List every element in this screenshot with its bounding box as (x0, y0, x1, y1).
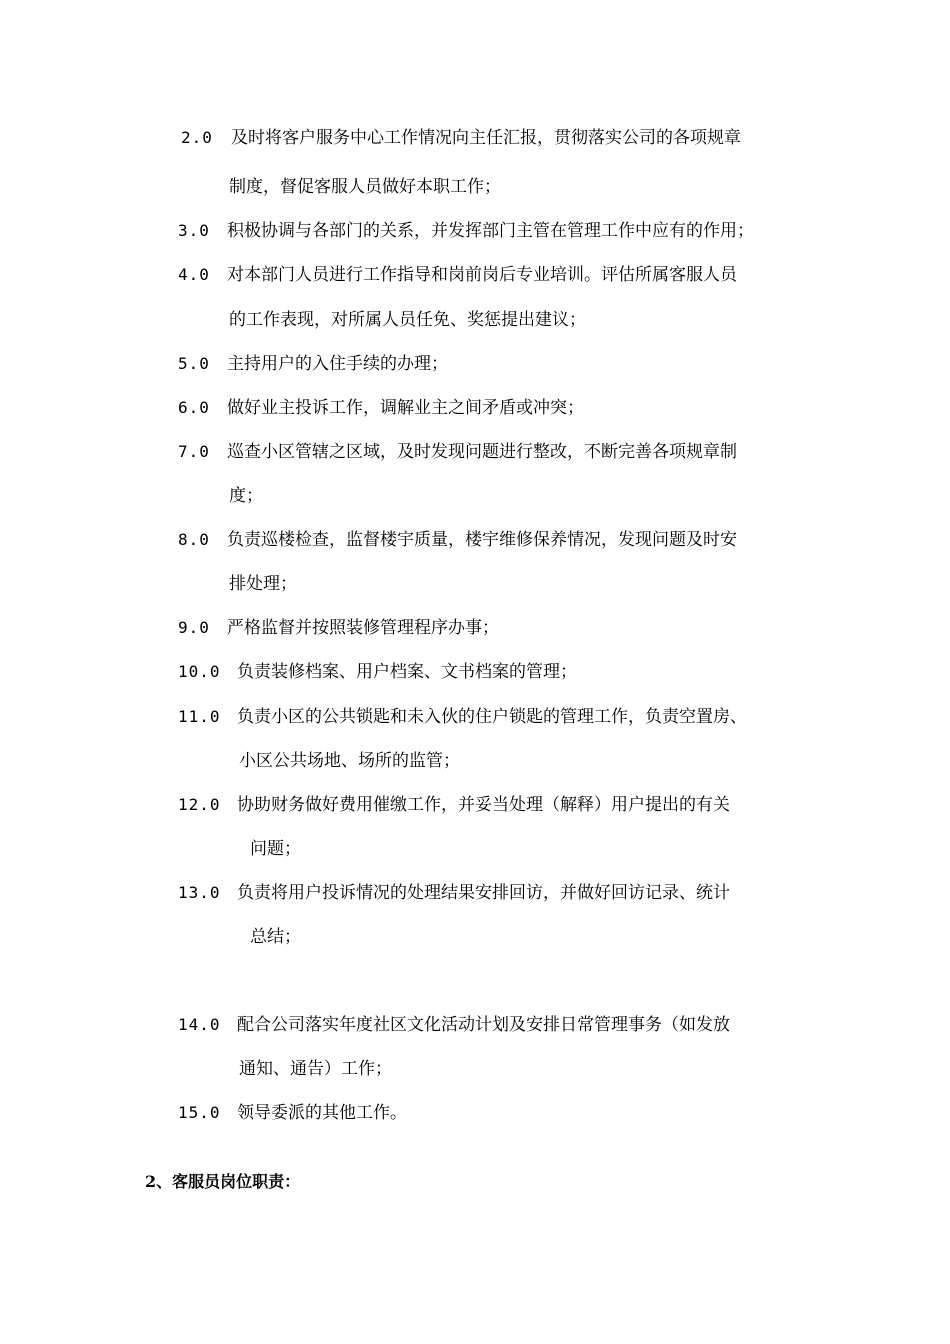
list-item-text-continued: 通知、通告）工作； (239, 1059, 392, 1079)
list-item-number: 9.0 (178, 618, 210, 637)
list-item-text: 负责小区的公共锁匙和未入伙的住户锁匙的管理工作，负责空置房、 (237, 707, 747, 727)
list-item-text: 严格监督并按照装修管理程序办事； (227, 618, 499, 638)
list-item-number: 7.0 (178, 442, 210, 461)
list-item-text: 领导委派的其他工作。 (237, 1103, 407, 1123)
list-item-number: 13.0 (178, 883, 221, 902)
list-item-text: 负责巡楼检查，监督楼宇质量，楼宇维修保养情况，发现问题及时安 (227, 530, 737, 550)
list-item-number: 14.0 (178, 1015, 221, 1034)
list-item-text: 配合公司落实年度社区文化活动计划及安排日常管理事务（如发放 (237, 1015, 730, 1035)
list-item-text: 负责将用户投诉情况的处理结果安排回访，并做好回访记录、统计 (237, 883, 730, 903)
list-item-text: 对本部门人员进行工作指导和岗前岗后专业培训。评估所属客服人员 (227, 265, 737, 285)
list-item-number: 8.0 (178, 530, 210, 549)
list-item-text-continued: 制度，督促客服人员做好本职工作； (229, 177, 501, 197)
list-item-text: 做好业主投诉工作，调解业主之间矛盾或冲突； (227, 398, 584, 418)
list-item-number: 5.0 (178, 354, 210, 373)
list-item-text-continued: 度； (229, 486, 263, 506)
list-item-text: 及时将客户服务中心工作情况向主任汇报，贯彻落实公司的各项规章 (231, 128, 741, 148)
list-item-number: 15.0 (178, 1103, 221, 1122)
list-item-text-continued: 的工作表现，对所属人员任免、奖惩提出建议； (229, 310, 586, 330)
list-item-number: 3.0 (178, 221, 210, 240)
list-item-number: 2.0 (181, 128, 213, 147)
list-item-number: 11.0 (178, 707, 221, 726)
list-item-number: 12.0 (178, 795, 221, 814)
list-item-text-continued: 问题； (250, 839, 301, 859)
list-item-number: 10.0 (178, 662, 221, 681)
list-item-text: 负责装修档案、用户档案、文书档案的管理； (237, 662, 577, 682)
list-item-text: 协助财务做好费用催缴工作，并妥当处理（解释）用户提出的有关 (237, 795, 730, 815)
list-item-text: 积极协调与各部门的关系，并发挥部门主管在管理工作中应有的作用； (227, 221, 754, 241)
section-heading: 2、客服员岗位职责： (145, 1172, 301, 1191)
list-item-text: 主持用户的入住手续的办理； (227, 354, 448, 374)
list-item-number: 4.0 (178, 265, 210, 284)
list-item-text: 巡查小区管辖之区域，及时发现问题进行整改，不断完善各项规章制 (227, 442, 737, 462)
list-item-text-continued: 总结； (250, 927, 301, 947)
list-item-text-continued: 小区公共场地、场所的监管； (239, 751, 460, 771)
list-item-number: 6.0 (178, 398, 210, 417)
list-item-text-continued: 排处理； (229, 574, 297, 594)
